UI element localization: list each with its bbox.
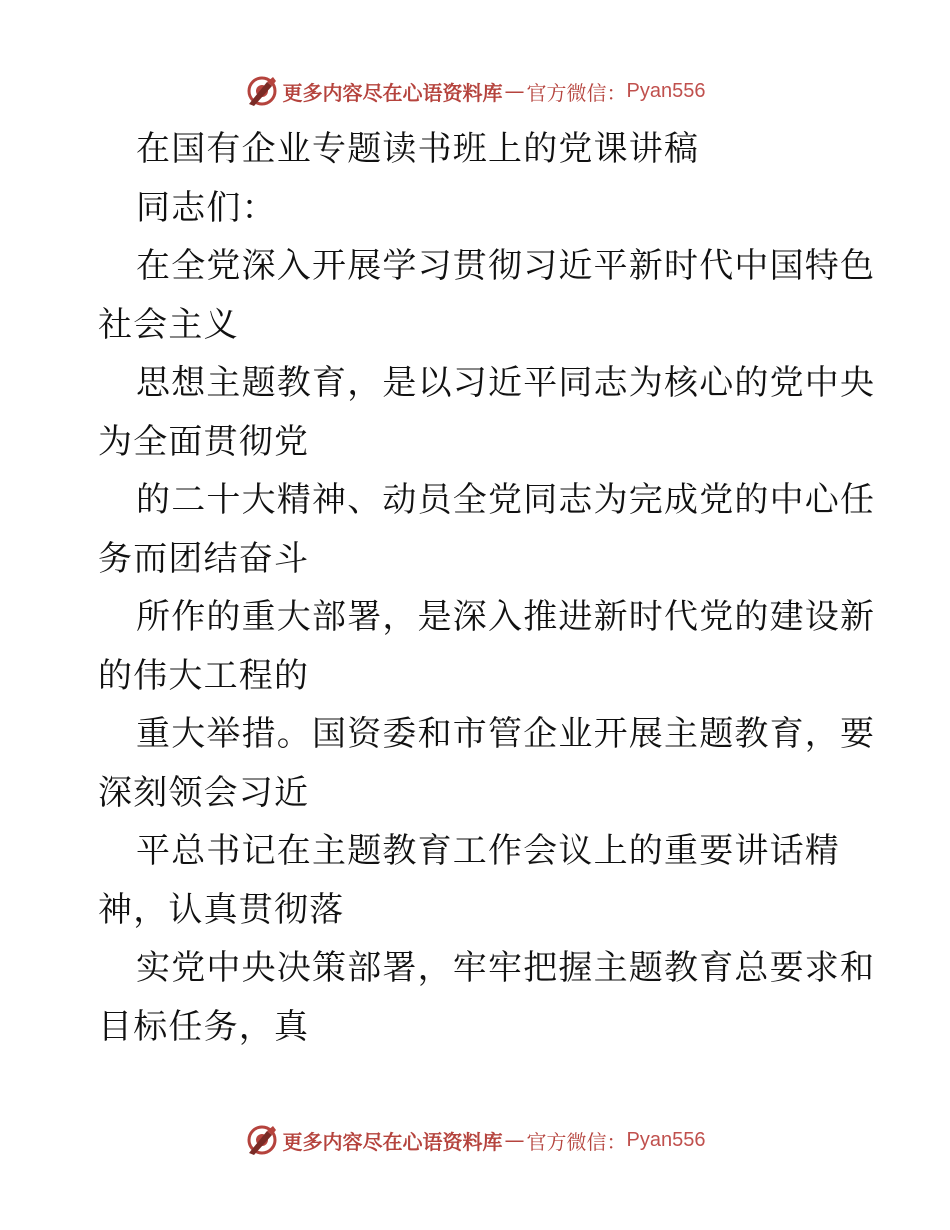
header-banner bbox=[0, 71, 950, 111]
banner-dash: — bbox=[504, 1128, 525, 1152]
banner-text: 更多内容尽在心语资料库 bbox=[282, 1129, 503, 1154]
text-line: 目标任务，真 bbox=[98, 1006, 310, 1047]
text-line: 实党中央决策部署，牢牢把握主题教育总要求和 bbox=[136, 948, 876, 988]
text-line: 思想主题教育，是以习近平同志为核心的党中央 bbox=[136, 363, 876, 403]
text-line: 的伟大工程的 bbox=[98, 655, 310, 696]
document-title: 在国有企业专题读书班上的党课讲稿 bbox=[136, 129, 700, 169]
pen-logo-icon bbox=[245, 1123, 279, 1157]
banner-wechat-label: 官方微信： bbox=[526, 80, 627, 105]
banner-wechat-label: 官方微信： bbox=[526, 1129, 627, 1154]
banner-wechat-id: Pyan556 bbox=[626, 1128, 706, 1151]
banner-dash: — bbox=[504, 79, 525, 103]
banner-text: 更多内容尽在心语资料库 bbox=[282, 80, 503, 105]
text-line: 在全党深入开展学习贯彻习近平新时代中国特色 bbox=[136, 246, 876, 286]
text-line: 深刻领会习近 bbox=[98, 772, 310, 813]
salutation: 同志们： bbox=[136, 187, 277, 228]
text-line: 为全面贯彻党 bbox=[98, 421, 310, 462]
text-line: 务而团结奋斗 bbox=[98, 538, 310, 579]
text-line: 的二十大精神、动员全党同志为完成党的中心任 bbox=[136, 480, 876, 520]
text-line: 所作的重大部署，是深入推进新时代党的建设新 bbox=[136, 597, 876, 637]
text-line: 社会主义 bbox=[98, 304, 239, 345]
document-body bbox=[98, 120, 876, 1056]
paragraph-lines bbox=[98, 237, 876, 1056]
banner-wechat-id: Pyan556 bbox=[626, 79, 706, 102]
footer-banner bbox=[0, 1120, 950, 1160]
text-line: 平总书记在主题教育工作会议上的重要讲话精 bbox=[136, 831, 840, 871]
pen-logo-icon bbox=[245, 74, 279, 108]
text-line: 重大举措。国资委和市管企业开展主题教育，要 bbox=[136, 714, 876, 754]
text-line: 神，认真贯彻落 bbox=[98, 889, 345, 930]
